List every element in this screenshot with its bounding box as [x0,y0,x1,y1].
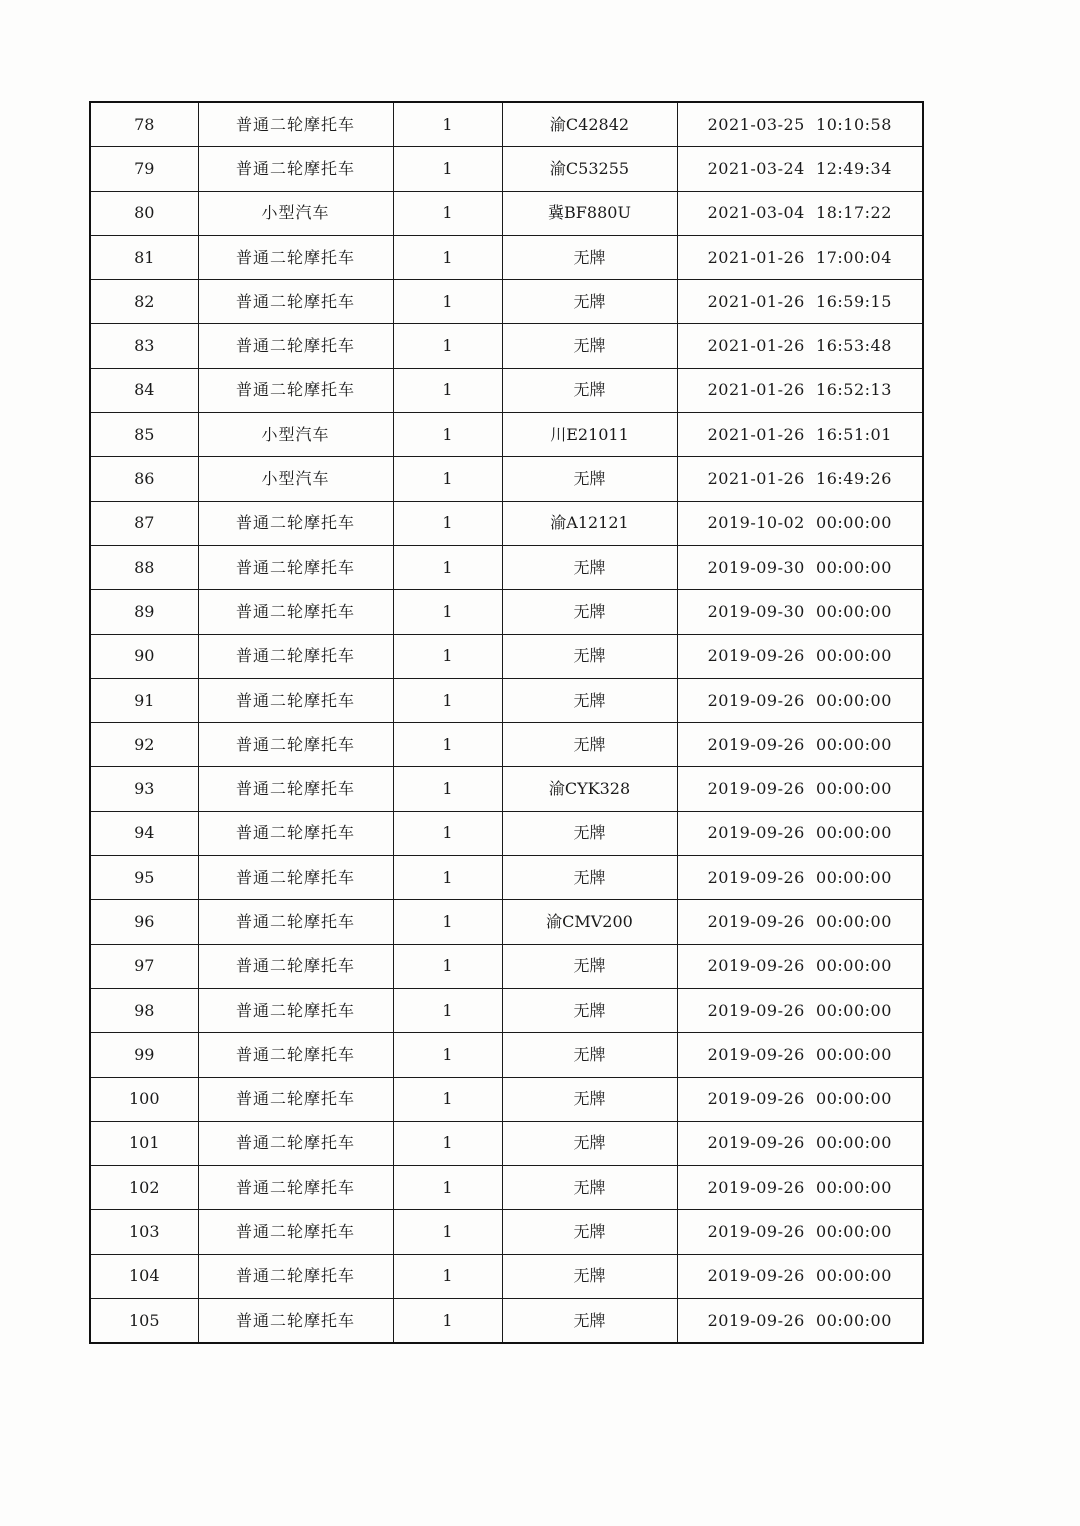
plate-number-cell: 无牌 [502,1077,677,1121]
vehicle-type-cell: 小型汽车 [198,457,393,501]
vehicle-type-cell: 普通二轮摩托车 [198,944,393,988]
row-number-cell: 92 [90,723,198,767]
vehicle-type-cell: 普通二轮摩托车 [198,102,393,147]
table-row [90,634,923,678]
row-number-cell: 84 [90,368,198,412]
table-row [90,900,923,944]
vehicle-type-cell: 普通二轮摩托车 [198,1166,393,1210]
timestamp-cell: 2019-09-26 00:00:00 [677,856,923,900]
row-number-cell: 93 [90,767,198,811]
row-number-cell: 96 [90,900,198,944]
quantity-cell: 1 [393,501,502,545]
quantity-cell: 1 [393,767,502,811]
table-row [90,1254,923,1298]
table-row [90,545,923,589]
table-row [90,811,923,855]
row-number-cell: 100 [90,1077,198,1121]
timestamp-cell: 2019-09-26 00:00:00 [677,988,923,1032]
vehicle-type-cell: 普通二轮摩托车 [198,1077,393,1121]
vehicle-type-cell: 普通二轮摩托车 [198,1033,393,1077]
plate-number-cell: 无牌 [502,944,677,988]
timestamp-cell: 2019-09-26 00:00:00 [677,723,923,767]
vehicle-type-cell: 普通二轮摩托车 [198,501,393,545]
row-number-cell: 78 [90,102,198,147]
table-row [90,678,923,722]
timestamp-cell: 2019-09-26 00:00:00 [677,1121,923,1165]
row-number-cell: 97 [90,944,198,988]
timestamp-cell: 2021-03-24 12:49:34 [677,147,923,191]
row-number-cell: 95 [90,856,198,900]
plate-number-cell: 冀BF880U [502,191,677,235]
quantity-cell: 1 [393,324,502,368]
quantity-cell: 1 [393,1254,502,1298]
timestamp-cell: 2019-09-26 00:00:00 [677,767,923,811]
row-number-cell: 105 [90,1299,198,1344]
plate-number-cell: 无牌 [502,545,677,589]
quantity-cell: 1 [393,1121,502,1165]
timestamp-cell: 2019-09-26 00:00:00 [677,1254,923,1298]
vehicle-records-table [89,101,924,1344]
vehicle-type-cell: 普通二轮摩托车 [198,988,393,1032]
quantity-cell: 1 [393,811,502,855]
quantity-cell: 1 [393,1033,502,1077]
plate-number-cell: 无牌 [502,634,677,678]
table-row [90,590,923,634]
quantity-cell: 1 [393,457,502,501]
plate-number-cell: 无牌 [502,280,677,324]
vehicle-type-cell: 普通二轮摩托车 [198,280,393,324]
vehicle-type-cell: 普通二轮摩托车 [198,678,393,722]
quantity-cell: 1 [393,368,502,412]
timestamp-cell: 2021-01-26 17:00:04 [677,235,923,279]
vehicle-type-cell: 普通二轮摩托车 [198,856,393,900]
timestamp-cell: 2021-01-26 16:53:48 [677,324,923,368]
table-row [90,413,923,457]
vehicle-type-cell: 普通二轮摩托车 [198,324,393,368]
quantity-cell: 1 [393,1299,502,1344]
quantity-cell: 1 [393,678,502,722]
vehicle-type-cell: 普通二轮摩托车 [198,811,393,855]
vehicle-type-cell: 小型汽车 [198,191,393,235]
row-number-cell: 102 [90,1166,198,1210]
vehicle-type-cell: 普通二轮摩托车 [198,767,393,811]
plate-number-cell: 无牌 [502,678,677,722]
vehicle-type-cell: 普通二轮摩托车 [198,900,393,944]
plate-number-cell: 无牌 [502,1033,677,1077]
row-number-cell: 89 [90,590,198,634]
table-row [90,235,923,279]
row-number-cell: 80 [90,191,198,235]
table-row [90,988,923,1032]
timestamp-cell: 2021-01-26 16:52:13 [677,368,923,412]
row-number-cell: 94 [90,811,198,855]
timestamp-cell: 2019-10-02 00:00:00 [677,501,923,545]
timestamp-cell: 2019-09-26 00:00:00 [677,1033,923,1077]
plate-number-cell: 渝C42842 [502,102,677,147]
plate-number-cell: 渝A12121 [502,501,677,545]
quantity-cell: 1 [393,102,502,147]
vehicle-type-cell: 普通二轮摩托车 [198,1254,393,1298]
plate-number-cell: 无牌 [502,1121,677,1165]
plate-number-cell: 无牌 [502,368,677,412]
plate-number-cell: 渝C53255 [502,147,677,191]
quantity-cell: 1 [393,413,502,457]
timestamp-cell: 2019-09-26 00:00:00 [677,1077,923,1121]
vehicle-type-cell: 小型汽车 [198,413,393,457]
quantity-cell: 1 [393,856,502,900]
vehicle-type-cell: 普通二轮摩托车 [198,1121,393,1165]
vehicle-type-cell: 普通二轮摩托车 [198,1299,393,1344]
table-body [90,102,923,1343]
quantity-cell: 1 [393,723,502,767]
row-number-cell: 86 [90,457,198,501]
row-number-cell: 91 [90,678,198,722]
timestamp-cell: 2019-09-26 00:00:00 [677,900,923,944]
quantity-cell: 1 [393,944,502,988]
plate-number-cell: 无牌 [502,590,677,634]
table-row [90,723,923,767]
row-number-cell: 83 [90,324,198,368]
plate-number-cell: 渝CMV200 [502,900,677,944]
row-number-cell: 103 [90,1210,198,1254]
quantity-cell: 1 [393,147,502,191]
quantity-cell: 1 [393,1210,502,1254]
row-number-cell: 101 [90,1121,198,1165]
plate-number-cell: 无牌 [502,1210,677,1254]
timestamp-cell: 2019-09-26 00:00:00 [677,1166,923,1210]
plate-number-cell: 无牌 [502,723,677,767]
row-number-cell: 81 [90,235,198,279]
table-row [90,147,923,191]
row-number-cell: 79 [90,147,198,191]
timestamp-cell: 2021-01-26 16:51:01 [677,413,923,457]
plate-number-cell: 川E21011 [502,413,677,457]
table-row [90,457,923,501]
quantity-cell: 1 [393,280,502,324]
table-row [90,944,923,988]
timestamp-cell: 2021-01-26 16:59:15 [677,280,923,324]
plate-number-cell: 无牌 [502,1254,677,1298]
table-row [90,1299,923,1344]
quantity-cell: 1 [393,590,502,634]
timestamp-cell: 2021-01-26 16:49:26 [677,457,923,501]
timestamp-cell: 2019-09-26 00:00:00 [677,1299,923,1344]
plate-number-cell: 无牌 [502,811,677,855]
vehicle-type-cell: 普通二轮摩托车 [198,235,393,279]
table-row [90,324,923,368]
plate-number-cell: 无牌 [502,856,677,900]
row-number-cell: 98 [90,988,198,1032]
quantity-cell: 1 [393,1166,502,1210]
timestamp-cell: 2019-09-26 00:00:00 [677,1210,923,1254]
plate-number-cell: 无牌 [502,324,677,368]
plate-number-cell: 渝CYK328 [502,767,677,811]
timestamp-cell: 2019-09-26 00:00:00 [677,944,923,988]
table-row [90,1166,923,1210]
table-row [90,280,923,324]
table-row [90,1077,923,1121]
plate-number-cell: 无牌 [502,988,677,1032]
vehicle-type-cell: 普通二轮摩托车 [198,590,393,634]
quantity-cell: 1 [393,235,502,279]
quantity-cell: 1 [393,634,502,678]
row-number-cell: 90 [90,634,198,678]
table-row [90,1121,923,1165]
quantity-cell: 1 [393,988,502,1032]
timestamp-cell: 2019-09-26 00:00:00 [677,634,923,678]
timestamp-cell: 2019-09-30 00:00:00 [677,590,923,634]
plate-number-cell: 无牌 [502,1299,677,1344]
quantity-cell: 1 [393,545,502,589]
vehicle-type-cell: 普通二轮摩托车 [198,723,393,767]
table-row [90,1210,923,1254]
table-row [90,501,923,545]
table-row [90,856,923,900]
table-row [90,767,923,811]
vehicle-type-cell: 普通二轮摩托车 [198,368,393,412]
plate-number-cell: 无牌 [502,235,677,279]
row-number-cell: 82 [90,280,198,324]
table-row [90,191,923,235]
row-number-cell: 85 [90,413,198,457]
quantity-cell: 1 [393,1077,502,1121]
plate-number-cell: 无牌 [502,1166,677,1210]
table-row [90,1033,923,1077]
row-number-cell: 87 [90,501,198,545]
timestamp-cell: 2021-03-04 18:17:22 [677,191,923,235]
vehicle-type-cell: 普通二轮摩托车 [198,147,393,191]
vehicle-type-cell: 普通二轮摩托车 [198,545,393,589]
timestamp-cell: 2019-09-26 00:00:00 [677,811,923,855]
quantity-cell: 1 [393,191,502,235]
quantity-cell: 1 [393,900,502,944]
table-row [90,102,923,147]
row-number-cell: 88 [90,545,198,589]
vehicle-type-cell: 普通二轮摩托车 [198,1210,393,1254]
plate-number-cell: 无牌 [502,457,677,501]
row-number-cell: 104 [90,1254,198,1298]
row-number-cell: 99 [90,1033,198,1077]
vehicle-type-cell: 普通二轮摩托车 [198,634,393,678]
table-row [90,368,923,412]
timestamp-cell: 2021-03-25 10:10:58 [677,102,923,147]
timestamp-cell: 2019-09-26 00:00:00 [677,678,923,722]
timestamp-cell: 2019-09-30 00:00:00 [677,545,923,589]
